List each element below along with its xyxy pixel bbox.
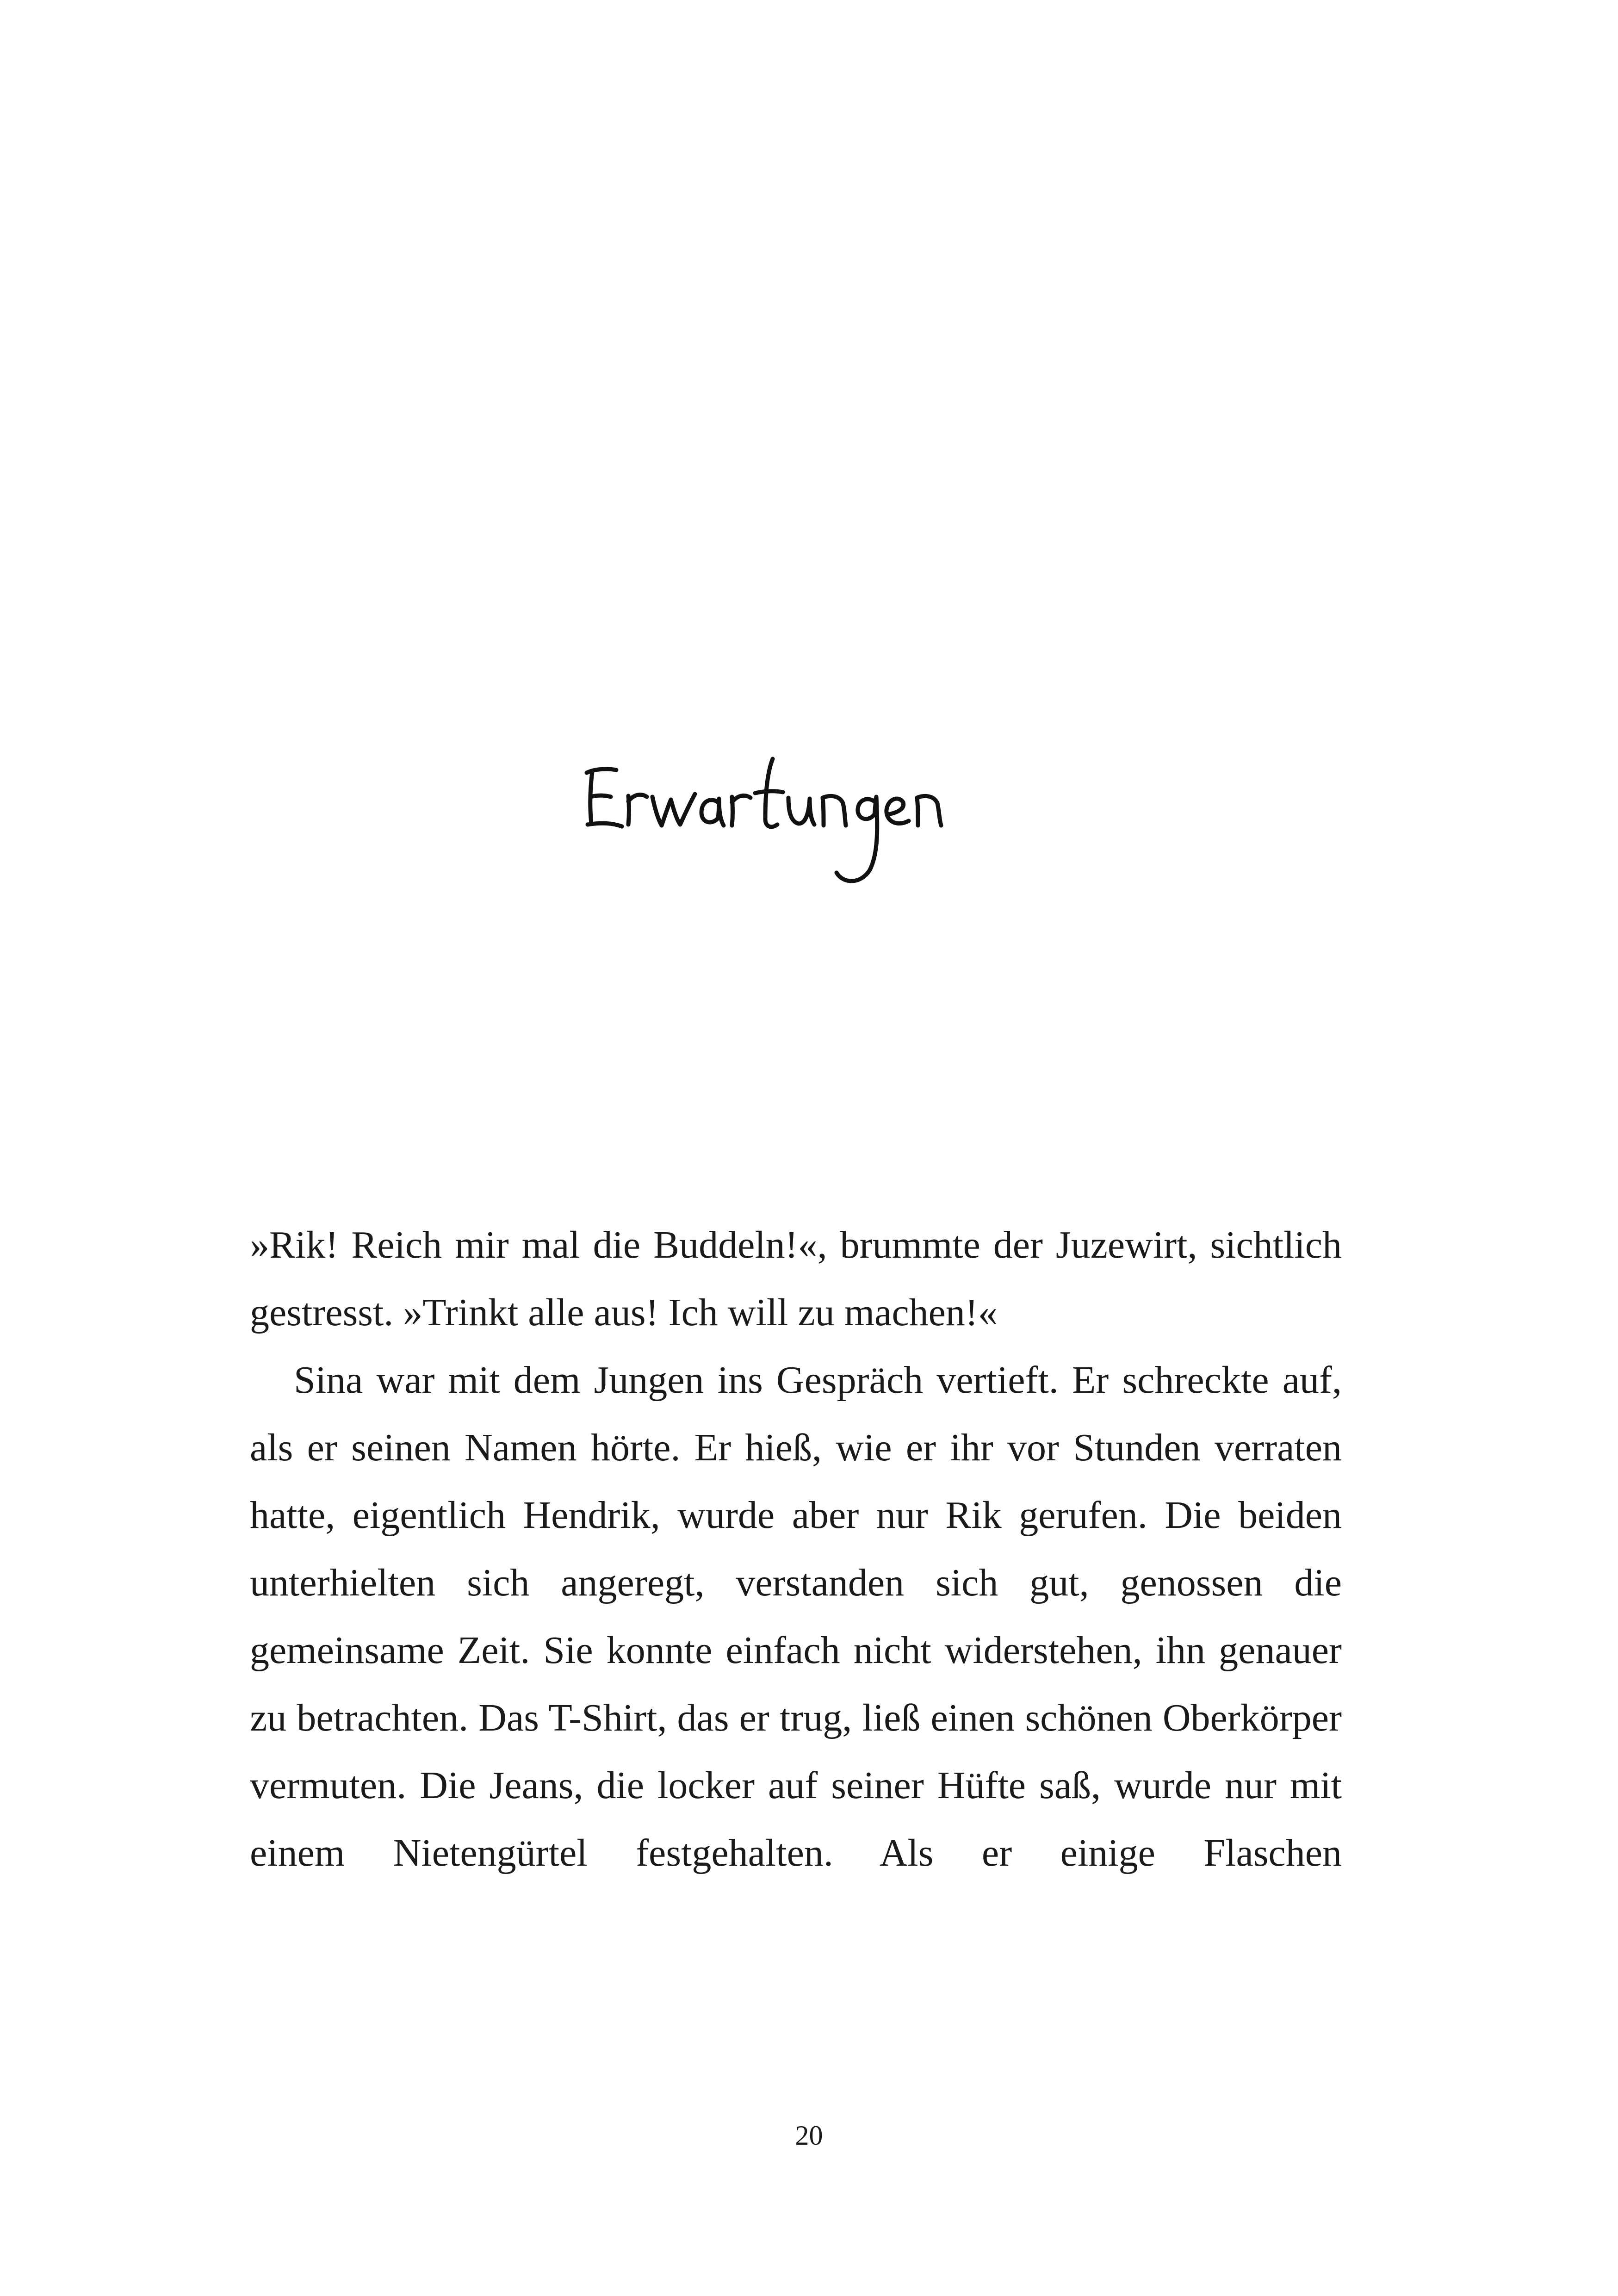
paragraph-2: Sina war mit dem Jungen ins Gespräch vertieft. Er schreckte auf, als er seinen Namen hörte. Er hieß, wie er ihr vor Stunden verraten hatte, eigentlich Hendrik, wurde aber nur Rik gerufen. Die beiden unterhielten sich angeregt, verstanden sich gut, genossen die gemeinsame Zeit. Sie konnte einfach nicht widerstehen, ihn genauer zu betrachten. Das T-Shirt, das er trug, ließ einen schönen Oberkörper vermuten. Die Jeans, die locker auf seiner Hüfte saß, wurde nur mit einem Nietengürtel festgehalten. Als er einige Flaschen bbox=[250, 1359, 1342, 1874]
page-number: 20 bbox=[795, 2120, 823, 2151]
body-text bbox=[250, 1211, 1342, 1887]
paragraph-1: »Rik! Reich mir mal die Buddeln!«, brummte der Juzewirt, sichtlich gestresst. »Trinkt alle aus! Ich will zu machen!« bbox=[250, 1223, 1342, 1334]
chapter-title-handwritten bbox=[574, 745, 990, 898]
